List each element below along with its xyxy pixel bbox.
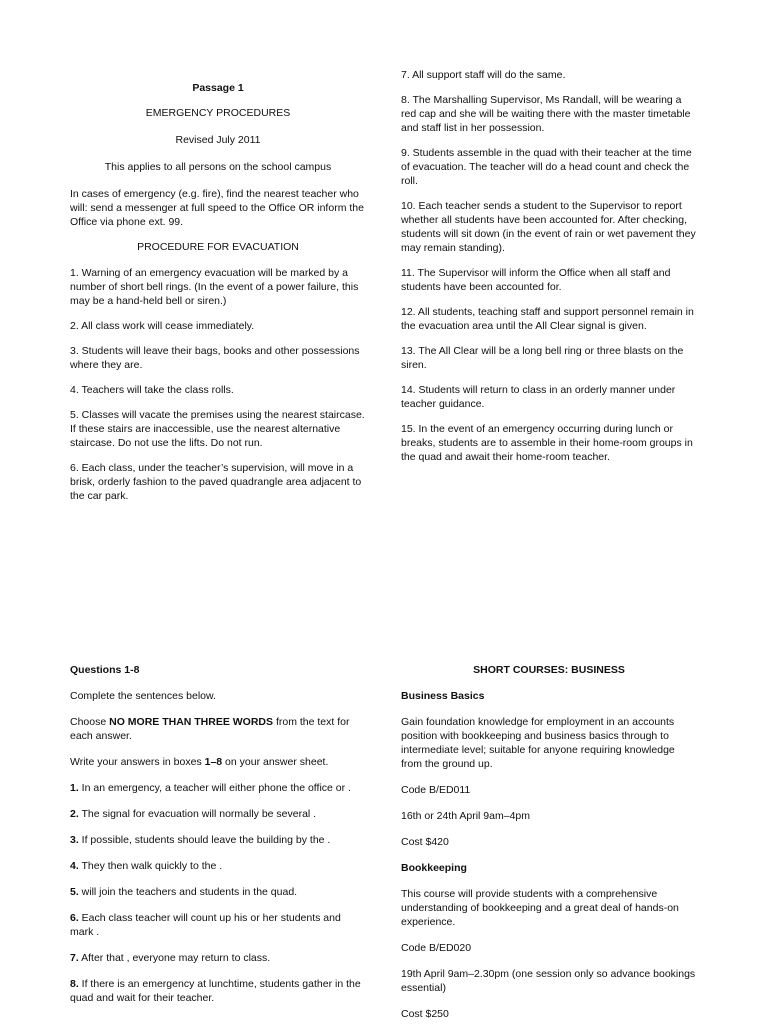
question-item <box>70 859 366 873</box>
question-number: 2. <box>70 808 79 820</box>
question-number: 6. <box>70 912 79 924</box>
course-description: This course will provide students with a comprehensive understanding of bookkeeping and a great deal of hands-on experience. <box>401 888 679 928</box>
question-item <box>70 807 366 821</box>
procedure-item: 9. Students assemble in the quad with their teacher at the time of evacuation. The teacher will do a head count and check the roll. <box>401 147 692 187</box>
question-text: Each class teacher will count up his or her students and mark . <box>70 912 341 938</box>
procedure-item: 4. Teachers will take the class rolls. <box>70 384 234 396</box>
instruction-text: Write your answers in boxes <box>70 756 205 768</box>
question-item <box>70 885 366 899</box>
question-text: will join the teachers and students in the quad. <box>78 886 298 898</box>
question-number: 7. <box>70 952 79 964</box>
courses-heading: SHORT COURSES: BUSINESS <box>473 664 625 676</box>
question-number: 8. <box>70 978 79 990</box>
passage-column-right <box>401 68 697 475</box>
instruction-text: on your answer sheet. <box>222 756 329 768</box>
question-item <box>70 911 366 939</box>
question-text: If possible, students should leave the building by the . <box>78 834 331 846</box>
passage-title: EMERGENCY PROCEDURES <box>145 107 291 119</box>
instruction-text: Choose <box>70 716 110 728</box>
procedure-item: 13. The All Clear will be a long bell ring or three blasts on the siren. <box>401 345 684 371</box>
courses-column <box>401 663 697 1033</box>
course-dates: 16th or 24th April 9am–4pm <box>401 810 530 822</box>
question-number: 3. <box>70 834 79 846</box>
procedure-item: 5. Classes will vacate the premises using the nearest staircase. If these stairs are inaccessible, use the nearest alternative staircase. Do not use the lifts. Do not run. <box>70 409 365 449</box>
course-code: Code B/ED011 <box>401 784 471 796</box>
procedure-item: 14. Students will return to class in an orderly manner under teacher guidance. <box>401 384 676 410</box>
question-text: In an emergency, a teacher will either phone the office or . <box>78 782 351 794</box>
procedure-item: 2. All class work will cease immediately. <box>70 320 255 332</box>
course-title: Bookkeeping <box>401 862 467 874</box>
question-number: 4. <box>70 860 79 872</box>
question-number: 5. <box>70 886 79 898</box>
applies-note: This applies to all persons on the school campus <box>104 161 332 173</box>
questions-instruction-write <box>70 755 366 769</box>
course-code: Code B/ED020 <box>401 942 472 954</box>
passage-label: Passage 1 <box>192 82 244 94</box>
procedure-item: 1. Warning of an emergency evacuation will be marked by a number of short bell rings. (In the event of a power failure, this may be a hand-held bell or siren.) <box>70 267 359 307</box>
passage-column-left <box>70 81 366 514</box>
procedure-item: 8. The Marshalling Supervisor, Ms Randall, will be wearing a red cap and she will be waiting there with the master timetable and staff list in her possession. <box>401 94 691 134</box>
question-item <box>70 977 366 1005</box>
intro-paragraph: In cases of emergency (e.g. fire), find the nearest teacher who will: send a messenger at full speed to the Office OR inform the Office via phone ext. 99. <box>70 188 364 228</box>
question-item <box>70 951 366 965</box>
revised-date: Revised July 2011 <box>175 134 261 146</box>
questions-instruction-choose <box>70 715 366 743</box>
question-number: 1. <box>70 782 79 794</box>
course-cost: Cost $250 <box>401 1008 449 1020</box>
course-cost: Cost $420 <box>401 836 449 848</box>
procedure-item: 7. All support staff will do the same. <box>401 69 566 81</box>
question-item <box>70 781 366 795</box>
procedure-item: 15. In the event of an emergency occurring during lunch or breaks, students are to assemble in their home-room groups in the quad and await their home-room teacher. <box>401 423 693 463</box>
procedure-item: 11. The Supervisor will inform the Office when all staff and students have been accounted for. <box>401 267 671 293</box>
procedure-item: 10. Each teacher sends a student to the Supervisor to report whether all students have been accounted for. After checking, students will sit down (in the event of rain or wet pavement they may remain standing). <box>401 200 696 254</box>
course-title: Business Basics <box>401 690 485 702</box>
instruction-emphasis: NO MORE THAN THREE WORDS <box>109 716 274 728</box>
instruction-text: from the text for each answer. <box>70 716 350 742</box>
question-text: After that , everyone may return to class. <box>78 952 271 964</box>
procedure-item: 12. All students, teaching staff and support personnel remain in the evacuation area until the All Clear signal is given. <box>401 306 694 332</box>
procedure-heading: PROCEDURE FOR EVACUATION <box>137 241 299 253</box>
course-dates: 19th April 9am–2.30pm (one session only so advance bookings essential) <box>401 968 696 994</box>
question-text: The signal for evacuation will normally be several . <box>78 808 317 820</box>
procedure-item: 6. Each class, under the teacher’s supervision, will move in a brisk, orderly fashion to the paved quadrangle area adjacent to the car park. <box>70 462 362 502</box>
course-description: Gain foundation knowledge for employment in an accounts position with bookkeeping and business basics through to intermediate level; suitable for anyone requiring knowledge from the ground up. <box>401 716 675 770</box>
questions-heading: Questions 1-8 <box>70 664 140 676</box>
questions-column <box>70 663 366 1017</box>
question-item <box>70 833 366 847</box>
question-text: They then walk quickly to the . <box>78 860 223 872</box>
question-text: If there is an emergency at lunchtime, students gather in the quad and wait for their teacher. <box>70 978 361 1004</box>
procedure-item: 3. Students will leave their bags, books and other possessions where they are. <box>70 345 360 371</box>
instruction-emphasis: 1–8 <box>204 756 223 768</box>
questions-instruction: Complete the sentences below. <box>70 690 216 702</box>
